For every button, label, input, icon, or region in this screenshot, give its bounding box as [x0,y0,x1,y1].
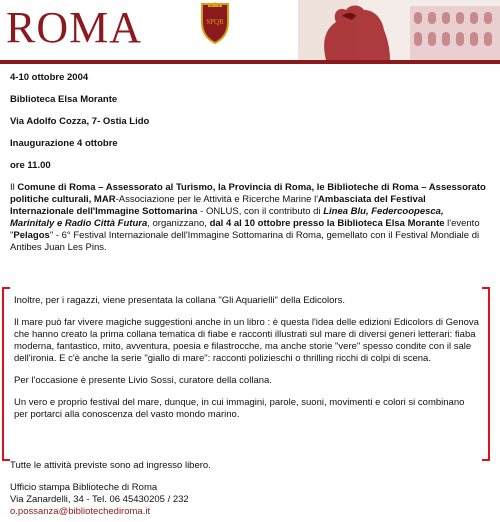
event-venue: Biblioteca Elsa Morante [10,94,118,105]
kids-intro: Inoltre, per i ragazzi, viene presentata la collana "Gli Aquarielli" della Edicolors. [14,295,345,306]
desc-text-1: Il [10,182,18,193]
bracket-right [482,287,490,461]
desc-text-2: -Associazione per le Attività e Ricerche Marine l' [115,194,319,205]
desc-sponsors: Linea Blu, Federcoopesca, Marinitaly e Radio Città Futura [10,206,444,229]
header-banner [0,0,500,60]
press-email-link[interactable]: o.possanza@bibliotechediroma.it [10,506,151,517]
event-inauguration: Inaugurazione 4 ottobre [10,138,118,149]
event-dates: 4-10 ottobre 2004 [10,72,89,83]
free-entry-note: Tutte le attività previste sono ad ingresso libero. [10,460,211,471]
event-address: Via Adolfo Cozza, 7- Ostia Lido [10,116,150,127]
main-content [10,72,490,264]
kids-description: Il mare può far vivere magiche suggestioni anche in un libro : è questa l'idea delle edizioni Edicolors di Genova che hanno creato la prima collana tematica di fiabe e racconti illustrati sul mare di diversi generi letterari: fiaba moderna, fantastico, mito, avventura, poesia e filastrocche, ma anche storie "vere" spesso condite con il sale dell'ironia. E c'è anche la serie "giallo di mare": racconti polizieschi o thrilling ricchi di colpi di scena. [14,317,479,364]
header-divider [0,60,500,64]
desc-bold-3: dal 4 al 10 ottobre presso la Biblioteca Elsa Morante [209,218,445,229]
kids-curator: Per l'occasione è presente Livio Sossi, curatore della collana. [14,375,272,386]
desc-event-name: Pelagos [13,230,50,241]
press-address: Via Zanardelli, 34 - Tel. 06 45430205 / 232 [10,494,189,505]
shield-text: SPQR [206,18,224,26]
desc-text-4: , organizzano, [147,218,210,229]
bracket-left [2,287,10,461]
desc-text-6: " - 6° Festival Internazionale dell'Immagine Sottomarina di Roma, gemellato con il Festival Mondiale di Antibes Juan Les Pins. [10,230,480,253]
desc-bold-2: Ambasciata del Festival Internazionale dell'Immagine Sottomarina [10,194,426,217]
desc-text-3: - ONLUS, con il contributo di [197,206,324,217]
roma-logo: ROMA [6,3,143,52]
footer [10,460,490,518]
desc-text-5: l'evento " [10,218,480,241]
spqr-shield-icon [199,2,231,44]
event-time: ore 11.00 [10,160,51,171]
kids-section [14,295,479,431]
desc-bold-1: Comune di Roma – Assessorato al Turismo, la Provincia di Roma, le Biblioteche di Roma – Assessorato politiche culturali, MAR [10,182,486,205]
event-description [10,182,490,254]
kids-conclusion: Un vero e proprio festival del mare, dunque, in cui immagini, parole, suoni, movimenti e colori si combinano per portarci alla conoscenza del vasto mondo marino. [14,397,465,420]
press-office: Ufficio stampa Biblioteche di Roma [10,482,158,493]
header-image [298,0,500,60]
